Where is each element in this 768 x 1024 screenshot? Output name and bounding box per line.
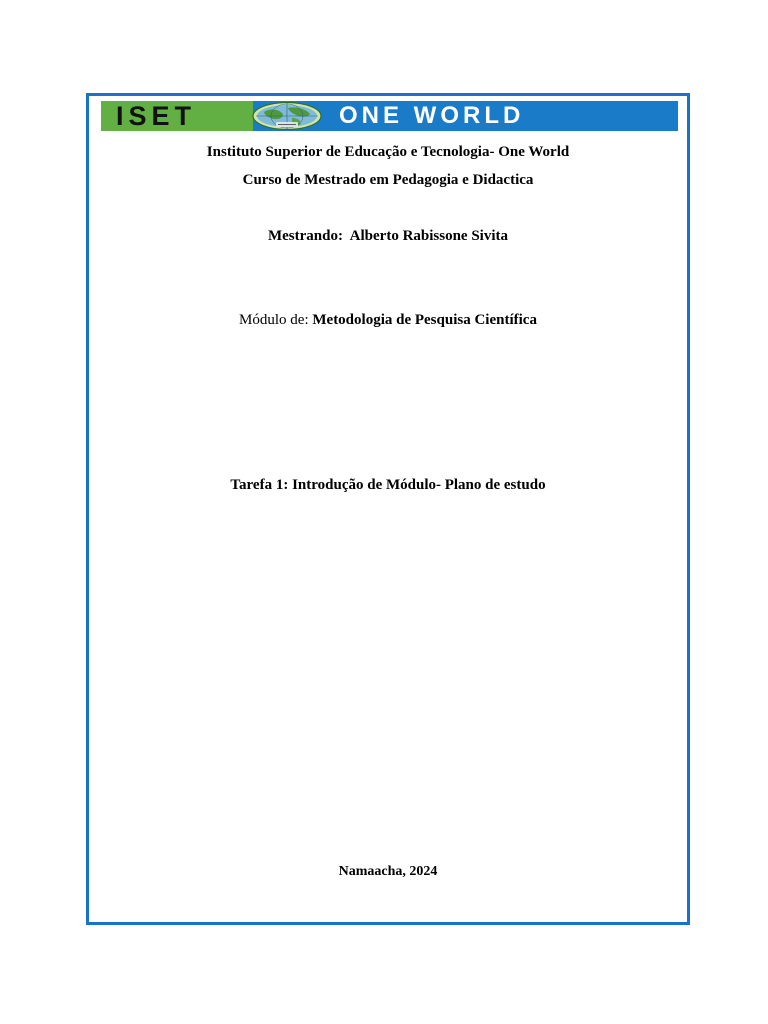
- place-date: Namaacha, 2024: [338, 864, 438, 879]
- institution-name: Instituto Superior de Educação e Tecnologia- One World: [206, 144, 570, 160]
- module-line: [86, 311, 690, 329]
- course-name: Curso de Mestrado em Pedagogia e Didactica: [242, 172, 534, 188]
- module-label: Módulo de:: [239, 312, 309, 328]
- banner-iset-text: ISET: [116, 101, 197, 131]
- banner-left: [101, 101, 253, 131]
- task-title: Tarefa 1: Introdução de Módulo- Plano de estudo: [230, 477, 546, 493]
- header-banner: [101, 101, 678, 131]
- globe-logo-icon: [252, 102, 322, 130]
- module-name: Metodologia de Pesquisa Científica: [312, 312, 537, 328]
- page-border: [86, 93, 690, 925]
- student-name: Alberto Rabissone Sivita: [349, 228, 509, 244]
- student-line: [86, 227, 690, 245]
- student-label: Mestrando:: [267, 228, 343, 244]
- banner-oneworld-text: ONE WORLD: [339, 102, 525, 129]
